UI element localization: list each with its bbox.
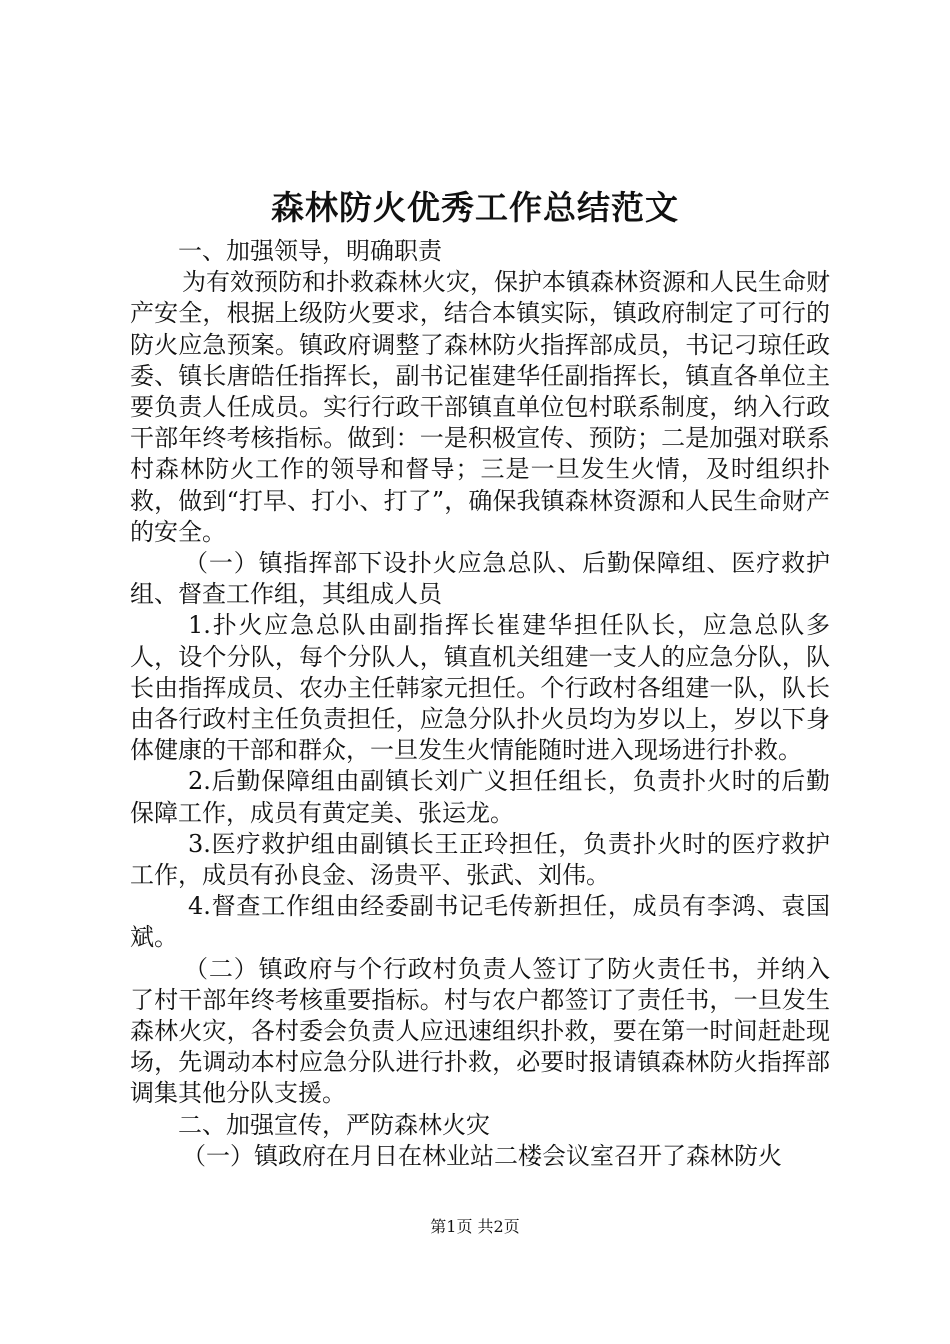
- list-item: 4.督查工作组由经委副书记毛传新担任，成员有李鸿、袁国斌。: [130, 892, 830, 952]
- list-item: 1.扑火应急总队由副指挥长崔建华担任队长，应急总队多人，设个分队，每个分队人，镇直机关组建一支人的应急分队，队长由指挥成员、农办主任韩家元担任。个行政村各组建一队，队长由各行政村主任负责担任，应急分队扑火员均为岁以上，岁以下身体健康的干部和群众，一旦发生火情能随时进入现场进行扑救。: [130, 611, 830, 765]
- body-paragraph: 为有效预防和扑救森林火灾，保护本镇森林资源和人民生命财产安全，根据上级防火要求，结合本镇实际，镇政府制定了可行的防火应急预案。镇政府调整了森林防火指挥部成员，书记刁琼任政委、镇长唐皓任指挥长，副书记崔建华任副指挥长，镇直各单位主要负责人任成员。实行行政干部镇直单位包村联系制度，纳入行政干部年终考核指标。做到：一是积极宣传、预防；二是加强对联系村森林防火工作的领导和督导；三是一旦发生火情，及时组织扑救，做到“打早、打小、打了”，确保我镇森林资源和人民生命财产的安全。: [130, 268, 830, 546]
- document-title: 森林防火优秀工作总结范文: [271, 188, 679, 227]
- page-footer: 第1页 共2页: [430, 1217, 520, 1236]
- body-paragraph: （一）镇政府在月日在林业站二楼会议室召开了森林防火: [182, 1141, 782, 1170]
- list-item: 3.医疗救护组由副镇长王正玲担任，负责扑火时的医疗救护工作，成员有孙良金、汤贵平、张武、刘伟。: [130, 829, 830, 890]
- section-heading: 一、加强领导，明确职责: [178, 237, 442, 265]
- document-body: [130, 236, 830, 1172]
- body-paragraph: （一）镇指挥部下设扑火应急总队、后勤保障组、医疗救护组、督查工作组，其组成人员: [130, 549, 830, 609]
- section-heading: 二、加强宣传，严防森林火灾: [178, 1110, 490, 1139]
- body-paragraph: （二）镇政府与个行政村负责人签订了防火责任书，并纳入了村干部年终考核重要指标。村与农户都签订了责任书，一旦发生森林火灾，各村委会负责人应迅速组织扑救，要在第一时间赶赴现场，先调动本村应急分队进行扑救，必要时报请镇森林防火指挥部调集其他分队支援。: [130, 954, 830, 1108]
- list-item: 2.后勤保障组由副镇长刘广义担任组长，负责扑火时的后勤保障工作，成员有黄定美、张运龙。: [130, 767, 830, 827]
